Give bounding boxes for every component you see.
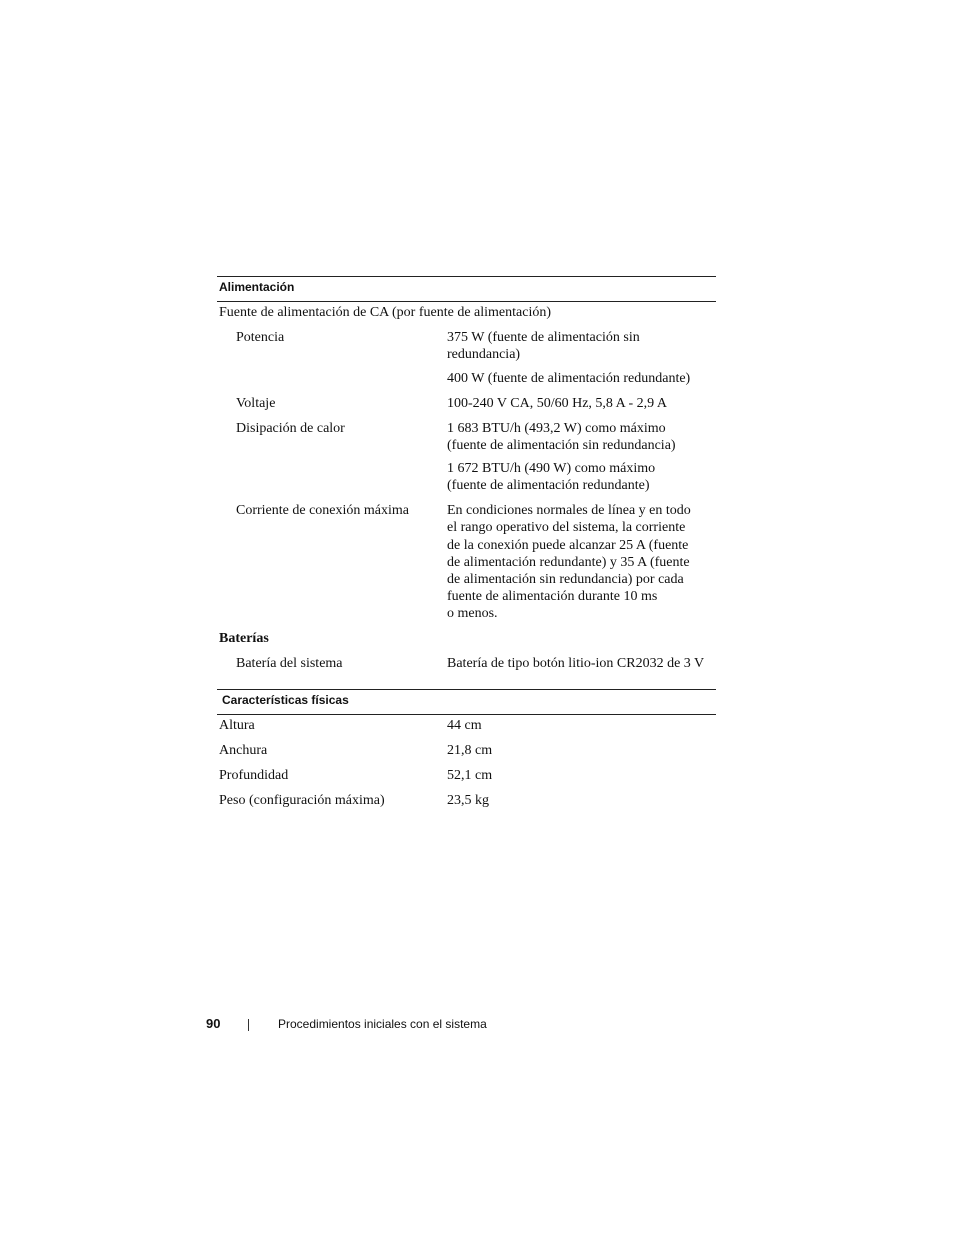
spec-value-line: (fuente de alimentación sin redundancia): [447, 438, 676, 453]
spec-label-disipacion: Disipación de calor: [236, 421, 345, 436]
spec-label-potencia: Potencia: [236, 330, 285, 345]
spec-label-corriente: Corriente de conexión máxima: [236, 503, 409, 518]
power-header-rule: [217, 301, 716, 302]
spec-value-profundidad: 52,1 cm: [447, 768, 493, 783]
spec-value-line: de alimentación redundante) y 35 A (fuente: [447, 555, 690, 570]
physical-section-header: Características físicas: [222, 693, 349, 707]
page-number: 90: [206, 1016, 221, 1031]
spec-value-line: 1 672 BTU/h (490 W) como máximo: [447, 461, 656, 476]
spec-value-line: fuente de alimentación durante 10 ms: [447, 589, 658, 604]
spec-value-line: el rango operativo del sistema, la corriente: [447, 520, 686, 535]
spec-label-bateria: Batería del sistema: [236, 656, 343, 671]
spec-value-line: o menos.: [447, 606, 498, 621]
spec-label-anchura: Anchura: [219, 743, 268, 758]
power-section-header: Alimentación: [219, 280, 295, 294]
batteries-subheading: Baterías: [219, 631, 269, 646]
spec-label-voltaje: Voltaje: [236, 396, 276, 411]
physical-header-rule: [217, 714, 716, 715]
physical-top-rule: [217, 689, 716, 690]
spec-value-line: redundancia): [447, 347, 521, 362]
spec-value-line: (fuente de alimentación redundante): [447, 478, 650, 493]
spec-value-anchura: 21,8 cm: [447, 743, 493, 758]
footer-separator: [248, 1019, 249, 1031]
spec-value-bateria: Batería de tipo botón litio-ion CR2032 de 3 V: [447, 656, 705, 671]
spec-value-line: de la conexión puede alcanzar 25 A (fuente: [447, 538, 689, 553]
footer-title: Procedimientos iniciales con el sistema: [278, 1017, 487, 1031]
spec-value-line: En condiciones normales de línea y en todo: [447, 503, 691, 518]
spec-label-altura: Altura: [219, 718, 255, 733]
spec-value-line: 400 W (fuente de alimentación redundante): [447, 371, 691, 386]
spec-value-line: de alimentación sin redundancia) por cada: [447, 572, 684, 587]
spec-label-profundidad: Profundidad: [219, 768, 289, 783]
ac-supply-subheading: Fuente de alimentación de CA (por fuente de alimentación): [219, 305, 551, 320]
power-top-rule: [217, 276, 716, 277]
spec-value-altura: 44 cm: [447, 718, 482, 733]
spec-value-line: 100-240 V CA, 50/60 Hz, 5,8 A - 2,9 A: [447, 396, 667, 411]
spec-value-peso: 23,5 kg: [447, 793, 489, 808]
spec-value-line: 1 683 BTU/h (493,2 W) como máximo: [447, 421, 666, 436]
spec-label-peso: Peso (configuración máxima): [219, 793, 385, 808]
spec-value-line: 375 W (fuente de alimentación sin: [447, 330, 640, 345]
